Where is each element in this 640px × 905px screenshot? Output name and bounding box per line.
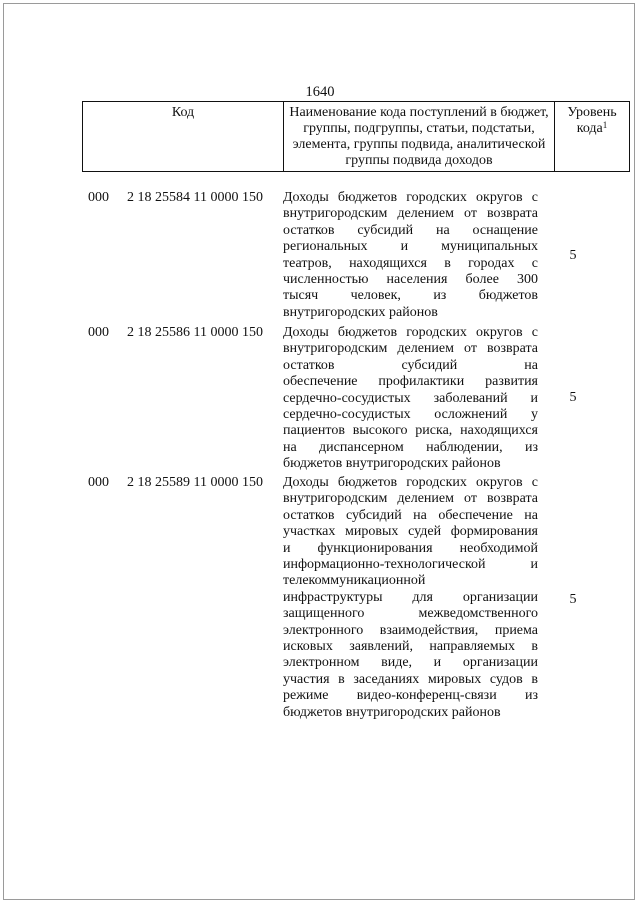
revenue-code: 2 18 25589 11 0000 150 [127,475,263,490]
revenue-name-line: бюджетов внутригородских районов [283,456,501,472]
revenue-name [283,475,538,721]
revenue-name-line: и функционирования необходимой [283,540,538,556]
revenue-name-line: Доходы бюджетов городских округов с [283,475,538,490]
revenue-name-line: остатков субсидий на оснащение [283,222,538,238]
revenue-name [283,190,538,321]
revenue-name-line: участках мировых судей формирования [283,524,538,540]
revenue-name-line: сердечно-сосудистых осложнений у [283,407,538,423]
revenue-name-line: численностью населения более 300 [283,272,538,288]
header-level [555,102,630,172]
revenue-name-line: внутригородским делением от возврата [283,491,538,507]
revenue-name-line: внутригородским делением от возврата [283,206,538,222]
revenue-name [283,325,538,473]
admin-code: 000 [88,325,109,340]
revenue-name-line: бюджетов внутригородских районов [283,704,501,720]
revenue-name-line: Доходы бюджетов городских округов с [283,190,538,205]
code-level: 5 [569,390,577,405]
admin-code: 000 [88,190,109,205]
revenue-name-line: региональных и муниципальных [283,239,538,255]
revenue-name-line: Доходы бюджетов городских округов с [283,325,538,340]
page-number: 1640 [305,84,335,100]
revenue-name-line: внутригородских районов [283,304,438,320]
revenue-name-line: остатков субсидий на обеспечение на [283,507,538,523]
header-level-label: Уровень кода [567,105,617,136]
revenue-code: 2 18 25584 11 0000 150 [127,190,263,205]
revenue-name-line: театров, находящихся в городах с [283,255,538,271]
table-header [82,101,630,172]
revenue-name-line: телекоммуникационной [283,573,426,589]
revenue-name-line: электронного взаимодействия, приема [283,622,538,638]
revenue-name-line: внутригородским делением от возврата [283,341,538,357]
code-level: 5 [569,592,577,607]
revenue-name-line: защищенного межведомственного [283,606,538,622]
header-name: Наименование кода поступлений в бюджет, группы, подгруппы, статьи, подстатьи, элемента, группы подвида, аналитической группы подвида доходов [284,102,555,172]
revenue-name-line: пациентов высокого риска, находящихся [283,423,538,439]
revenue-name-line: режиме видео-конференц-связи из [283,688,538,704]
revenue-name-line: информационно-технологической и [283,557,538,573]
revenue-name-line: участия в заседаниях мировых судов в [283,671,538,687]
revenue-name-line: на диспансерном наблюдении, из [283,439,538,455]
admin-code: 000 [88,475,109,490]
header-code: Код [83,102,284,172]
revenue-code: 2 18 25586 11 0000 150 [127,325,263,340]
code-level: 5 [569,248,577,263]
revenue-name-line: электронном виде, и организации [283,655,538,671]
revenue-name-line: остатков субсидий на [283,357,538,373]
footnote-mark: 1 [602,120,608,130]
revenue-name-line: тысяч человек, из бюджетов [283,288,538,304]
revenue-name-line: обеспечение профилактики развития [283,374,538,390]
revenue-name-line: инфраструктуры для организации [283,589,538,605]
revenue-name-line: сердечно-сосудистых заболеваний и [283,390,538,406]
revenue-name-line: исковых заявлений, направляемых в [283,639,538,655]
